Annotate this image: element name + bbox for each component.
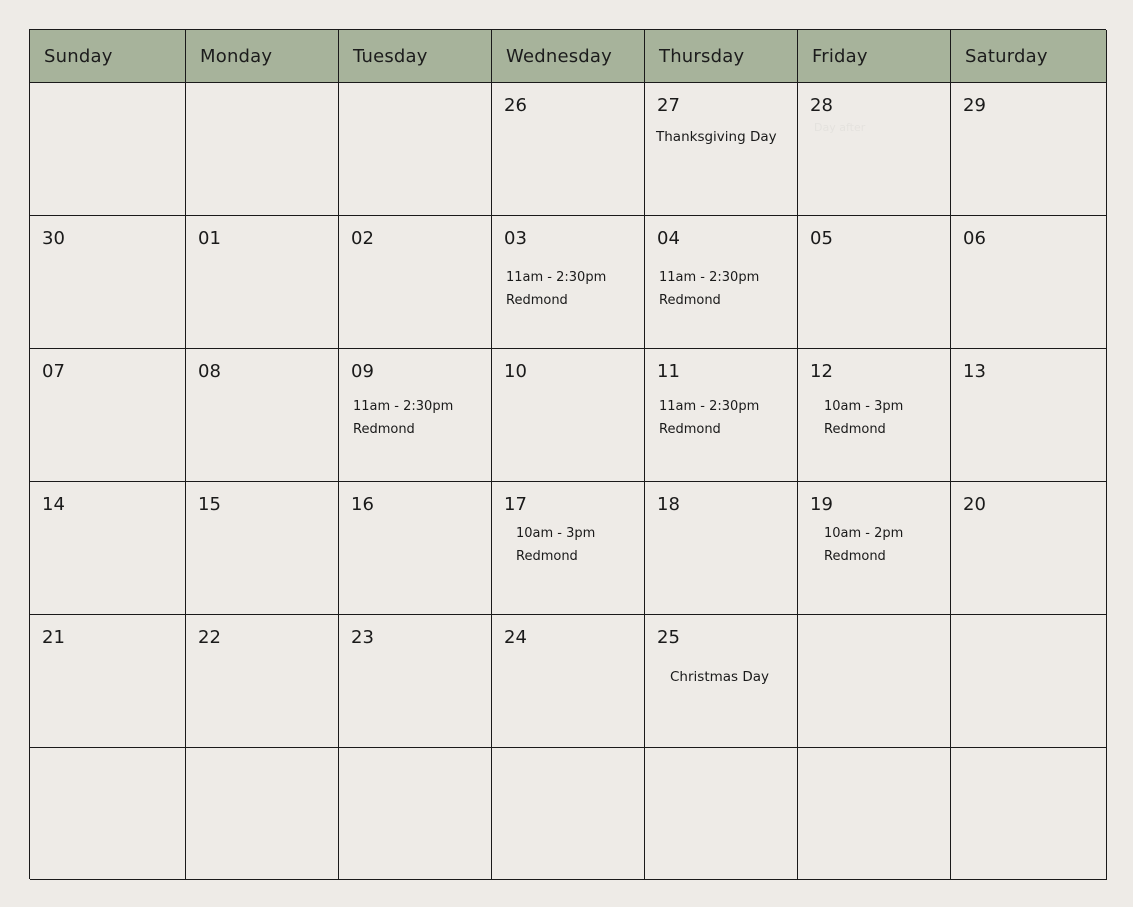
day-cell[interactable] xyxy=(492,748,645,880)
day-number: 25 xyxy=(657,627,680,648)
event-time: 10am - 3pm xyxy=(824,399,904,414)
day-cell[interactable] xyxy=(951,349,1107,482)
day-cell[interactable] xyxy=(30,83,186,216)
day-cell[interactable] xyxy=(951,748,1107,880)
weekday-header-saturday: Saturday xyxy=(951,30,1107,83)
day-cell[interactable] xyxy=(30,216,186,349)
event-entry[interactable] xyxy=(506,266,606,312)
day-cell[interactable] xyxy=(339,349,492,482)
event-entry[interactable] xyxy=(353,395,453,441)
day-cell[interactable] xyxy=(492,83,645,216)
day-number: 11 xyxy=(657,361,680,382)
day-cell[interactable] xyxy=(645,83,798,216)
day-cell[interactable] xyxy=(339,615,492,748)
day-number: 21 xyxy=(42,627,65,648)
day-cell[interactable] xyxy=(339,216,492,349)
day-number: 19 xyxy=(810,494,833,515)
day-number: 13 xyxy=(963,361,986,382)
day-number: 01 xyxy=(198,228,221,249)
holiday-label: Thanksgiving Day xyxy=(656,129,777,145)
day-cell[interactable] xyxy=(645,216,798,349)
day-number: 23 xyxy=(351,627,374,648)
day-cell[interactable] xyxy=(186,615,339,748)
event-entry[interactable] xyxy=(659,395,759,441)
day-cell[interactable] xyxy=(645,748,798,880)
event-location: Redmond xyxy=(506,293,568,308)
day-cell[interactable] xyxy=(492,216,645,349)
day-number: 04 xyxy=(657,228,680,249)
day-cell[interactable] xyxy=(798,482,951,615)
weekday-header-monday: Monday xyxy=(186,30,339,83)
day-number: 03 xyxy=(504,228,527,249)
event-location: Redmond xyxy=(516,549,578,564)
calendar-grid xyxy=(29,29,1106,879)
day-number: 07 xyxy=(42,361,65,382)
event-location: Redmond xyxy=(353,422,415,437)
event-location: Redmond xyxy=(824,422,886,437)
event-location: Redmond xyxy=(824,549,886,564)
day-number: 27 xyxy=(657,95,680,116)
weekday-header-friday: Friday xyxy=(798,30,951,83)
day-number: 18 xyxy=(657,494,680,515)
event-time: 11am - 2:30pm xyxy=(353,399,454,414)
day-number: 26 xyxy=(504,95,527,116)
day-cell[interactable] xyxy=(798,349,951,482)
day-number: 30 xyxy=(42,228,65,249)
day-number: 02 xyxy=(351,228,374,249)
day-cell[interactable] xyxy=(951,83,1107,216)
day-cell[interactable] xyxy=(798,748,951,880)
event-time: 10am - 2pm xyxy=(824,526,904,541)
event-location: Redmond xyxy=(659,422,721,437)
day-number: 15 xyxy=(198,494,221,515)
holiday-label-faint: Day after xyxy=(814,121,866,134)
day-cell[interactable] xyxy=(492,482,645,615)
weekday-header-tuesday: Tuesday xyxy=(339,30,492,83)
day-cell[interactable] xyxy=(30,349,186,482)
holiday-label: Christmas Day xyxy=(670,669,770,685)
day-cell[interactable] xyxy=(951,216,1107,349)
day-cell[interactable] xyxy=(30,482,186,615)
day-cell[interactable] xyxy=(30,615,186,748)
day-cell[interactable] xyxy=(186,482,339,615)
day-number: 14 xyxy=(42,494,65,515)
day-number: 28 xyxy=(810,95,833,116)
weekday-header-wednesday: Wednesday xyxy=(492,30,645,83)
day-number: 17 xyxy=(504,494,527,515)
day-number: 08 xyxy=(198,361,221,382)
weekday-header-sunday: Sunday xyxy=(30,30,186,83)
event-time: 10am - 3pm xyxy=(516,526,596,541)
day-cell[interactable] xyxy=(186,748,339,880)
event-entry[interactable] xyxy=(824,395,903,441)
day-cell[interactable] xyxy=(186,349,339,482)
day-number: 24 xyxy=(504,627,527,648)
event-entry[interactable] xyxy=(516,522,595,568)
day-cell[interactable] xyxy=(339,83,492,216)
day-cell[interactable] xyxy=(492,615,645,748)
day-cell[interactable] xyxy=(30,748,186,880)
day-cell[interactable] xyxy=(645,482,798,615)
day-number: 16 xyxy=(351,494,374,515)
day-cell[interactable] xyxy=(798,615,951,748)
event-entry[interactable] xyxy=(824,522,903,568)
day-cell[interactable] xyxy=(798,83,951,216)
day-cell[interactable] xyxy=(645,349,798,482)
event-time: 11am - 2:30pm xyxy=(659,270,760,285)
day-number: 12 xyxy=(810,361,833,382)
day-number: 22 xyxy=(198,627,221,648)
event-time: 11am - 2:30pm xyxy=(506,270,607,285)
event-location: Redmond xyxy=(659,293,721,308)
day-cell[interactable] xyxy=(186,83,339,216)
day-cell[interactable] xyxy=(645,615,798,748)
day-cell[interactable] xyxy=(951,482,1107,615)
day-number: 20 xyxy=(963,494,986,515)
day-cell[interactable] xyxy=(339,482,492,615)
event-time: 11am - 2:30pm xyxy=(659,399,760,414)
day-cell[interactable] xyxy=(339,748,492,880)
day-cell[interactable] xyxy=(798,216,951,349)
day-number: 29 xyxy=(963,95,986,116)
day-number: 10 xyxy=(504,361,527,382)
day-number: 06 xyxy=(963,228,986,249)
day-cell[interactable] xyxy=(951,615,1107,748)
day-cell[interactable] xyxy=(186,216,339,349)
day-number: 05 xyxy=(810,228,833,249)
weekday-header-thursday: Thursday xyxy=(645,30,798,83)
event-entry[interactable] xyxy=(659,266,759,312)
day-cell[interactable] xyxy=(492,349,645,482)
day-number: 09 xyxy=(351,361,374,382)
